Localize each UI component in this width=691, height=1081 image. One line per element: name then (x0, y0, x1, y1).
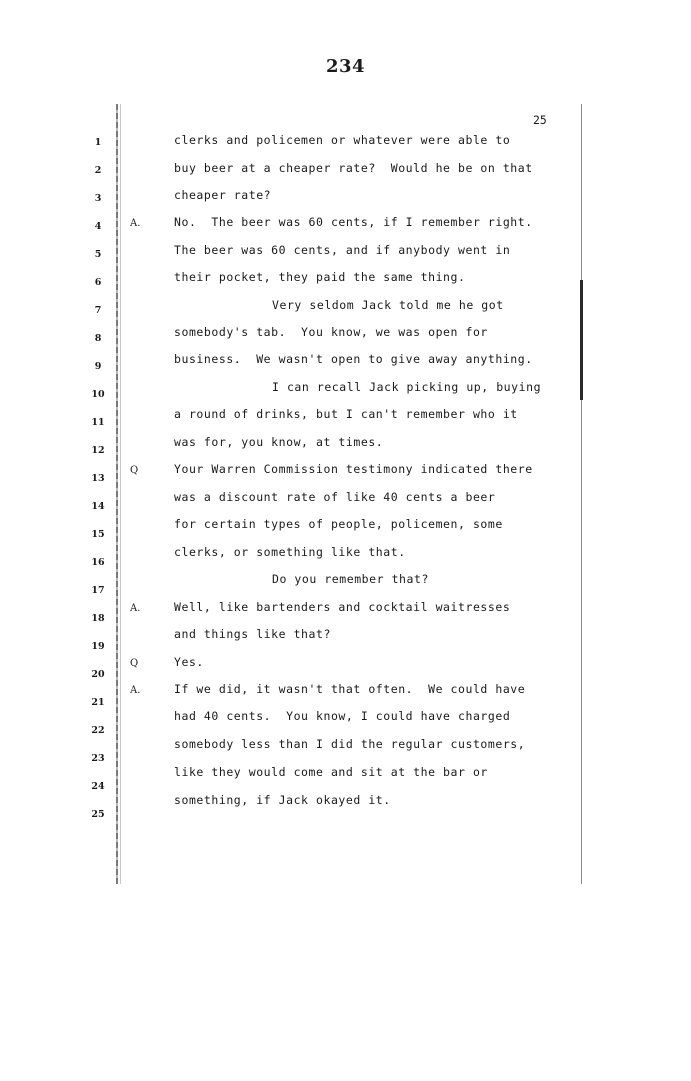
right-margin-rule (581, 104, 582, 884)
transcript-line: was for, you know, at times. (174, 435, 384, 449)
transcript-line: I can recall Jack picking up, buying (272, 380, 542, 394)
transcript-line: and things like that? (174, 627, 331, 641)
transcript-line: was a discount rate of like 40 cents a beer (174, 490, 496, 504)
transcript-line: business. We wasn't open to give away anything. (174, 352, 533, 366)
line-number-18: 18 (91, 613, 105, 624)
line-number-10: 10 (91, 389, 105, 400)
line-number-14: 14 (91, 501, 105, 512)
right-margin-scan-mark (580, 280, 583, 400)
line-number-21: 21 (91, 697, 105, 708)
transcript-line: No. The beer was 60 cents, if I remember right. (174, 215, 533, 229)
transcript-line: If we did, it wasn't that often. We could have (174, 682, 526, 696)
transcript-page-number: 25 (533, 113, 547, 127)
line-number-3: 3 (94, 193, 102, 204)
transcript-line: clerks, or something like that. (174, 545, 406, 559)
line-number-6: 6 (94, 277, 102, 288)
line-number-19: 19 (91, 641, 105, 652)
transcript-line: buy beer at a cheaper rate? Would he be on that (174, 161, 533, 175)
transcript-line: somebody's tab. You know, we was open for (174, 325, 488, 339)
transcript-line: Do you remember that? (272, 572, 429, 586)
transcript-line: clerks and policemen or whatever were able to (174, 133, 511, 147)
speaker-answer-mark: A. (130, 218, 141, 229)
transcript-line: their pocket, they paid the same thing. (174, 270, 466, 284)
transcript-line: Very seldom Jack told me he got (272, 298, 504, 312)
transcript-line: for certain types of people, policemen, some (174, 517, 503, 531)
transcript-line: Your Warren Commission testimony indicated there (174, 462, 533, 476)
line-number-2: 2 (94, 165, 102, 176)
transcript-line: cheaper rate? (174, 188, 272, 202)
line-number-8: 8 (94, 333, 102, 344)
left-margin-inner-rule (120, 104, 121, 884)
line-number-9: 9 (94, 361, 102, 372)
transcript-line: Well, like bartenders and cocktail waitresses (174, 600, 511, 614)
line-number-5: 5 (94, 249, 102, 260)
line-number-16: 16 (91, 557, 105, 568)
line-number-1: 1 (94, 137, 102, 148)
line-number-17: 17 (91, 585, 105, 596)
transcript-line: a round of drinks, but I can't remember who it (174, 407, 518, 421)
line-number-23: 23 (91, 753, 105, 764)
page-number: 234 (325, 56, 366, 77)
transcript-line: The beer was 60 cents, and if anybody went in (174, 243, 511, 257)
speaker-answer-mark: A. (130, 685, 141, 696)
left-margin-rule (116, 104, 118, 884)
transcript-line: somebody less than I did the regular customers, (174, 737, 526, 751)
line-number-13: 13 (91, 473, 105, 484)
transcript-line: Yes. (174, 655, 204, 669)
transcript-line: something, if Jack okayed it. (174, 793, 391, 807)
line-number-25: 25 (91, 809, 105, 820)
transcript-line: had 40 cents. You know, I could have charged (174, 709, 511, 723)
line-number-7: 7 (94, 305, 102, 316)
line-number-15: 15 (91, 529, 105, 540)
speaker-question-mark: Q (130, 465, 139, 476)
line-number-12: 12 (91, 445, 105, 456)
line-number-11: 11 (91, 417, 105, 428)
line-number-4: 4 (94, 221, 102, 232)
line-number-22: 22 (91, 725, 105, 736)
transcript-line: like they would come and sit at the bar or (174, 765, 488, 779)
speaker-answer-mark: A. (130, 603, 141, 614)
speaker-question-mark: Q (130, 658, 139, 669)
line-number-20: 20 (91, 669, 105, 680)
line-number-24: 24 (91, 781, 105, 792)
